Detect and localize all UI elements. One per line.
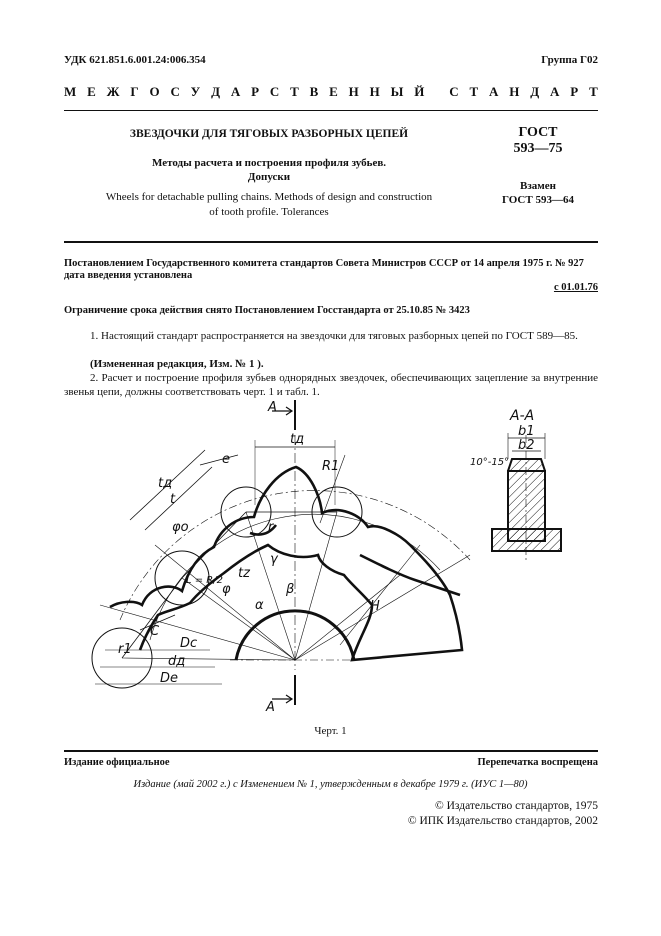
title-rule: [64, 241, 598, 243]
figure-caption: Черт. 1: [314, 725, 347, 737]
section-label-bottom: А: [266, 700, 275, 715]
paragraph-1: 1. Настоящий стандарт распространяется на звездочки для тяговых разборных цепей по ГОСТ 589—85.: [90, 330, 578, 342]
gost-number: [478, 125, 598, 157]
replaces-block: [478, 179, 598, 207]
banner-letter: Н: [509, 84, 520, 99]
banner-letter: Н: [348, 84, 359, 99]
label-t: t: [170, 492, 176, 507]
decree-line-2: дата введения установлена: [64, 270, 193, 281]
footer-rule: [64, 750, 598, 752]
label-b2: b2: [518, 438, 535, 453]
label-Dc: Dc: [180, 636, 198, 651]
header-rule: [64, 110, 598, 111]
interstate-standard-banner: [64, 84, 598, 100]
banner-letter: Ж: [106, 84, 120, 99]
document-title: ЗВЕЗДОЧКИ ДЛЯ ТЯГОВЫХ РАЗБОРНЫХ ЦЕПЕЙ: [129, 128, 409, 140]
label-r1: r1: [118, 642, 132, 657]
english-line-2: of tooth profile. Tolerances: [209, 206, 329, 218]
banner-letter: [435, 84, 438, 100]
section-title: А-А: [510, 408, 535, 424]
document-title-english: [64, 190, 474, 220]
label-b1: b1: [518, 424, 535, 439]
banner-letter: Д: [211, 84, 221, 99]
replaces-label: Взамен: [520, 180, 556, 192]
label-R1: R1: [322, 459, 340, 474]
label-C: C: [150, 624, 160, 639]
banner-letter: Г: [130, 84, 139, 99]
reprint-prohibited: Перепечатка воспрещена: [477, 757, 598, 768]
tooth-profile: [110, 467, 462, 660]
banner-letter: Н: [369, 84, 380, 99]
banner-letter: С: [449, 84, 459, 99]
banner-letter: А: [489, 84, 499, 99]
label-L: L = R/2: [186, 575, 223, 586]
angle-label: 10°-15°: [470, 457, 510, 468]
copyright-2002: © ИПК Издательство стандартов, 2002: [407, 815, 598, 827]
edition-note: Издание (май 2002 г.) с Изменением № 1, утвержденным в декабре 1979 г. (ИУС 1—80): [133, 779, 528, 790]
banner-letter: Т: [469, 84, 479, 99]
banner-letter: Т: [589, 84, 598, 99]
paragraph-1-amendment: (Измененная редакция, Изм. № 1 ).: [90, 358, 264, 370]
label-r: r: [268, 520, 274, 535]
validity-limit-note: Ограничение срока действия снято Постановлением Госстандарта от 25.10.85 № 3423: [64, 305, 470, 316]
label-tD-side: tд: [158, 476, 173, 491]
label-De: De: [160, 671, 179, 686]
udk-code: УДК 621.851.6.001.24:006.354: [64, 54, 206, 66]
gost-code: 593—75: [513, 141, 563, 156]
label-tD: tд: [290, 432, 305, 447]
banner-letter: Е: [329, 84, 338, 99]
gost-label: ГОСТ: [518, 125, 558, 140]
label-phi: φ: [222, 582, 231, 597]
copyright-1975: © Издательство стандартов, 1975: [434, 800, 598, 812]
document-subtitle: [64, 156, 474, 184]
banner-letter: С: [170, 84, 180, 99]
subtitle-line-2: Допуски: [247, 171, 291, 183]
paragraph-2: 2. Расчет и построение профиля зубьев однорядных звездочек, обеспечивающих зацепление за внутренние звенья цепи, должны соответствовать черт. 1 и табл. 1.: [64, 372, 598, 398]
sprocket-drawing: [0, 395, 661, 725]
label-gamma: γ: [270, 552, 278, 567]
label-e: e: [222, 452, 230, 467]
group-code: Группа Г02: [541, 54, 598, 66]
english-line-1: Wheels for detachable pulling chains. Methods of design and construction: [105, 191, 433, 203]
label-tz: tz: [238, 566, 250, 581]
banner-letter: Е: [87, 84, 96, 99]
banner-letter: В: [309, 84, 319, 99]
replaces-code: ГОСТ 593—64: [502, 194, 574, 206]
banner-letter: Й: [414, 84, 425, 99]
banner-letter: Р: [570, 84, 579, 99]
label-dD: dд: [168, 654, 186, 669]
banner-letter: Р: [251, 84, 260, 99]
banner-letter: С: [269, 84, 280, 99]
decree-text: [64, 258, 598, 282]
banner-letter: О: [149, 84, 160, 99]
banner-letter: У: [190, 84, 201, 99]
banner-letter: А: [550, 84, 560, 99]
label-beta: β: [286, 582, 295, 597]
subtitle-line-1: Методы расчета и построения профиля зубьев.: [151, 157, 387, 169]
banner-letter: А: [230, 84, 241, 99]
banner-letter: Т: [290, 84, 299, 99]
label-H: H: [370, 599, 380, 614]
section-label-top: А: [268, 400, 277, 415]
banner-letter: Д: [530, 84, 540, 99]
official-edition: Издание официальное: [64, 757, 170, 768]
banner-letter: Ы: [390, 84, 404, 99]
label-phi0: φо: [172, 520, 189, 535]
banner-letter: М: [64, 84, 77, 99]
decree-line-1: Постановлением Государственного комитета стандартов Совета Министров СССР от 14 апреля 1975 г. № 927: [64, 258, 584, 269]
introduction-date: с 01.01.76: [553, 282, 598, 293]
label-alpha: α: [255, 598, 264, 613]
